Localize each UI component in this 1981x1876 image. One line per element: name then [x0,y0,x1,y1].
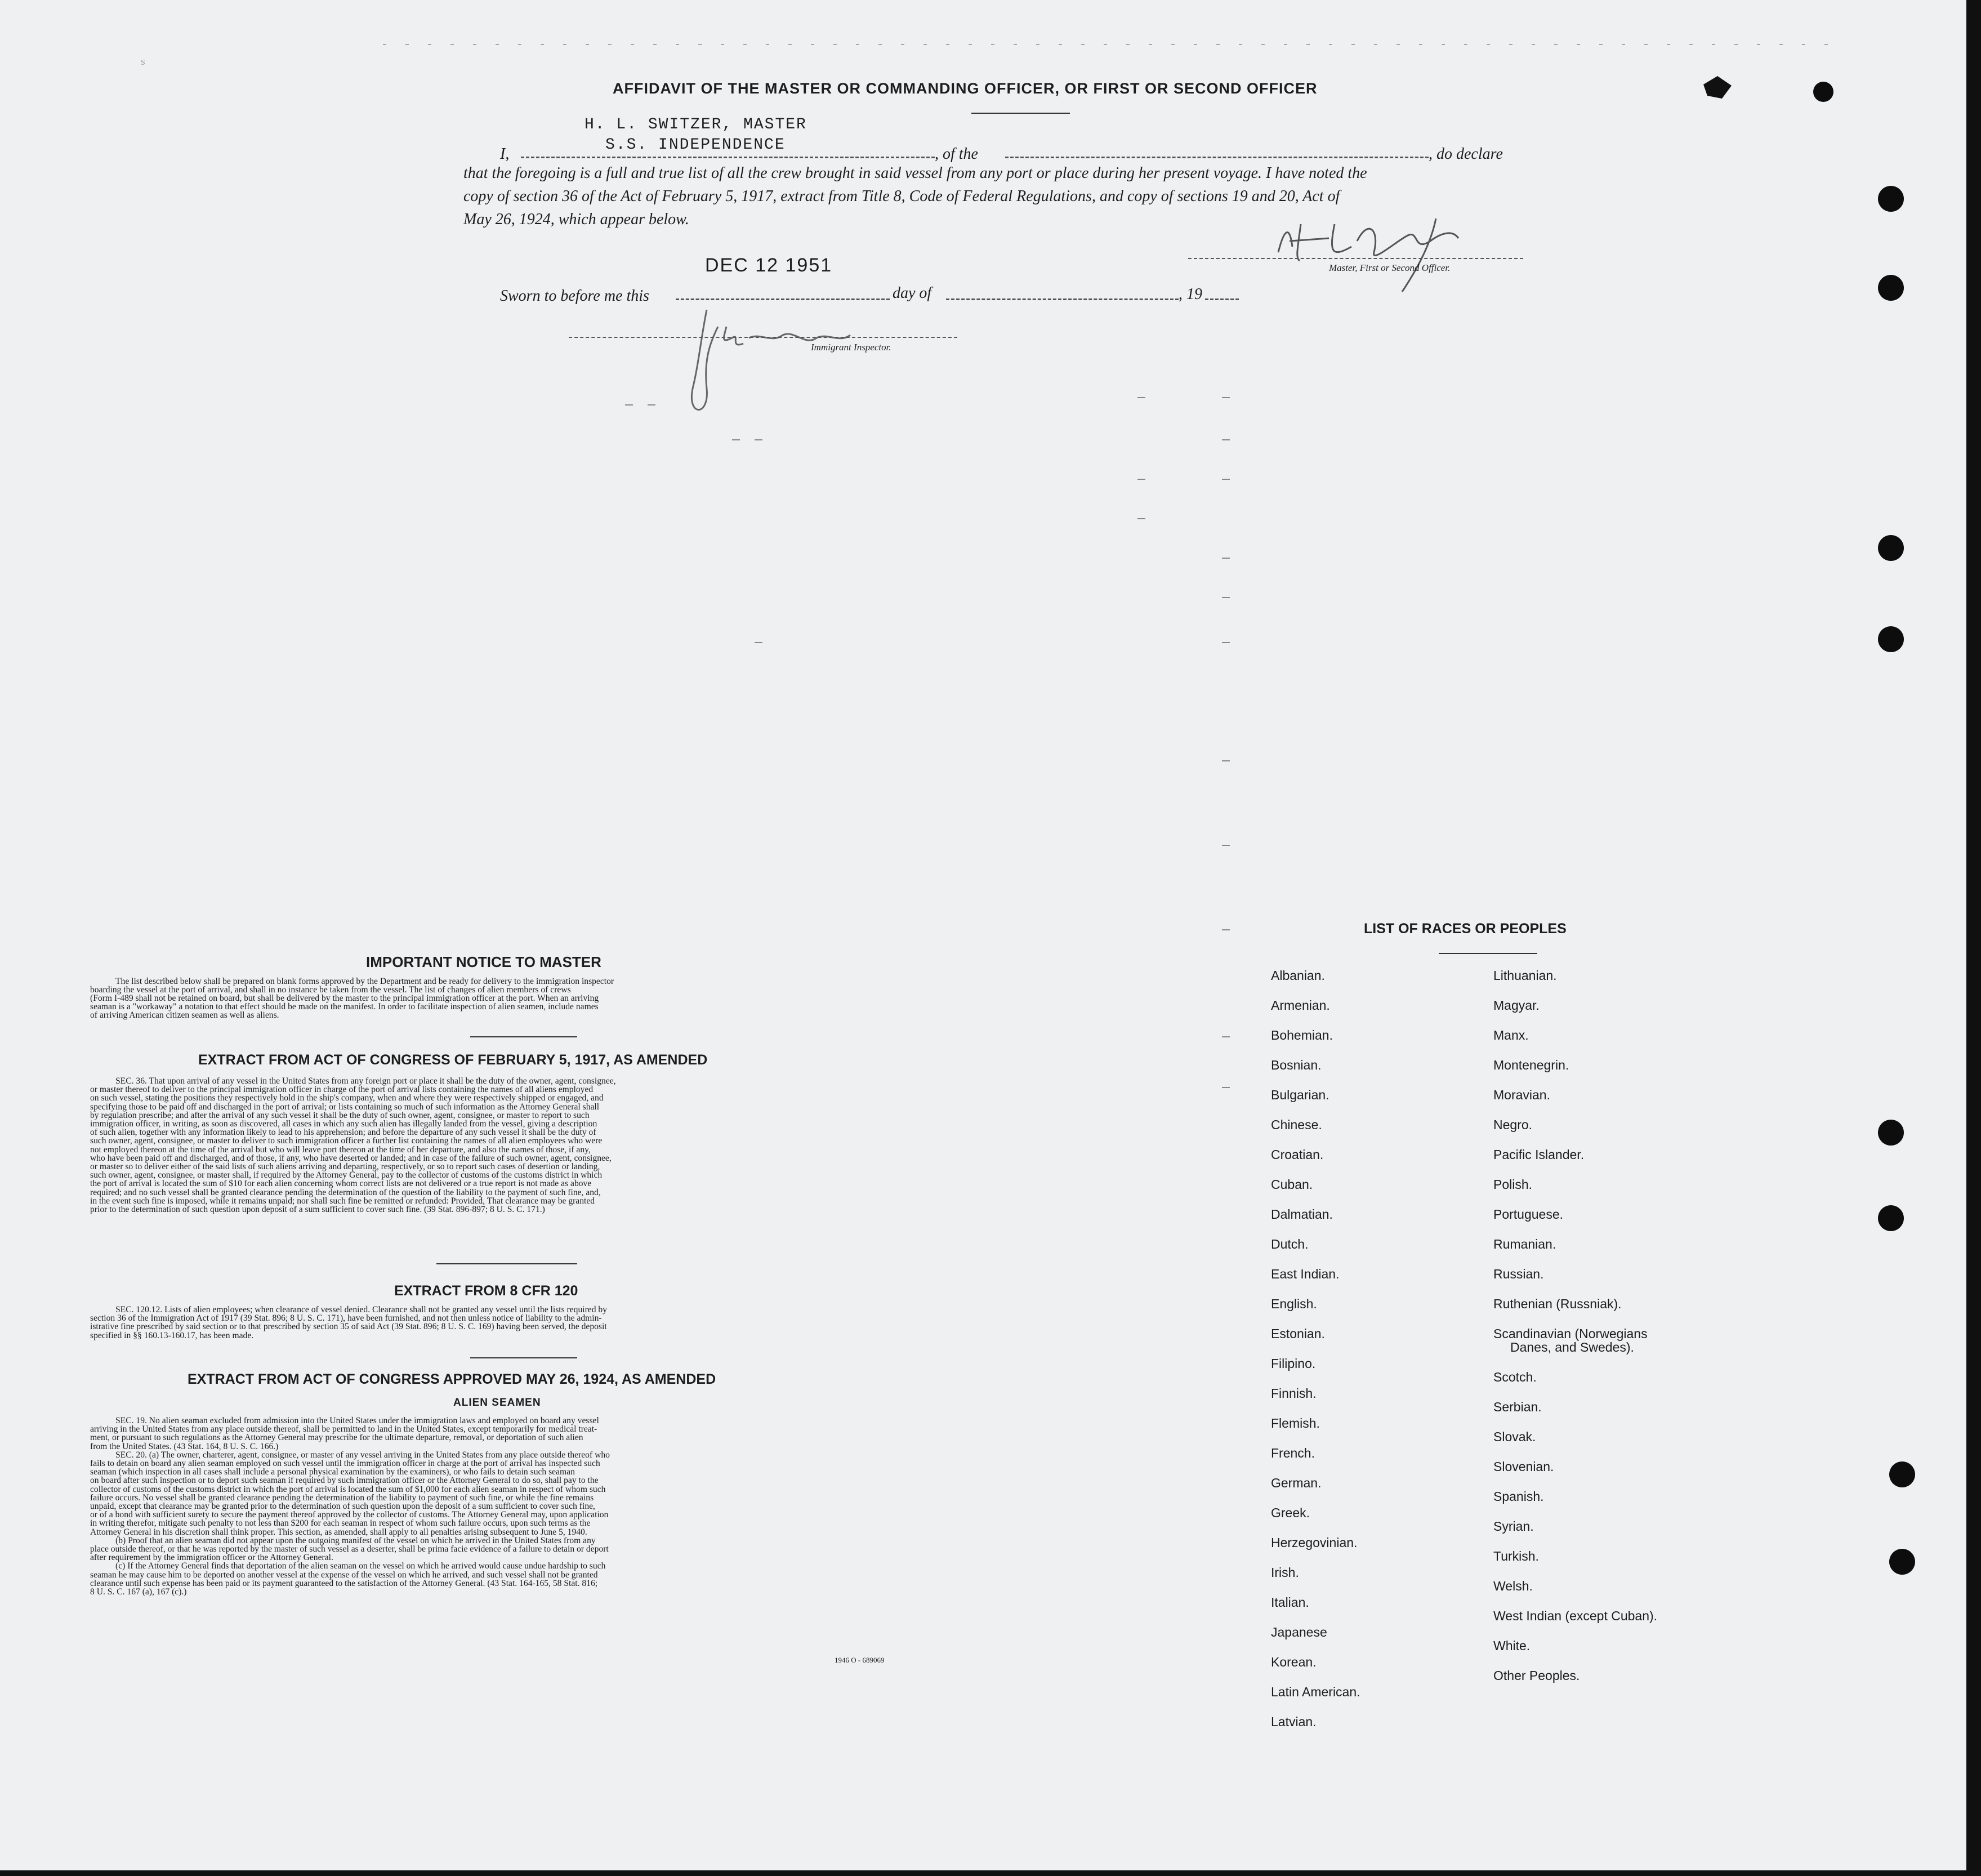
date-stamp: DEC 12 1951 [705,255,833,276]
race-item: Chinese. [1271,1117,1322,1132]
punch-hole [1878,626,1904,652]
notice-line: The list described below shall be prepared on blank forms approved by the Department and be ready for delivery to the immigration inspector [115,977,614,986]
race-item: Dutch. [1271,1237,1309,1251]
master-signature-line [1188,258,1523,259]
scan-tick [1222,1036,1230,1037]
extract1924-line: in writing therefor, mitigate such penalty to not less than $200 for each seaman in respect of whom such failure occurs, upon such terms as the [90,1518,591,1529]
race-item: Korean. [1271,1655,1317,1669]
race-item: Magyar. [1493,998,1540,1013]
notice-line: (Form I-489 shall not be retained on board, but shall be delivered by the master to the principal immigration officer at the port. When an arriving [90,993,599,1003]
punch-hole [1878,275,1904,301]
scan-tick [1222,760,1230,761]
race-item: Spanish. [1493,1489,1544,1504]
clip-mark [1701,73,1734,104]
race-item: Slovenian. [1493,1459,1554,1474]
race-item: Bosnian. [1271,1058,1322,1072]
extract1924-line: unpaid, except that clearance may be granted prior to the determination of such question upon the deposit of a sum sufficient to cover such fine, [90,1501,595,1511]
race-item: English. [1271,1296,1317,1311]
race-item: Portuguese. [1493,1207,1564,1222]
affidavit-body-line-1: that the foregoing is a full and true list of all the crew brought in said vessel from any port or place during her present voyage. I have noted the [463,164,1367,182]
scan-tick [1222,439,1230,440]
race-item: Armenian. [1271,998,1330,1013]
race-item: Dalmatian. [1271,1207,1333,1222]
sworn-prefix: Sworn to before me this [500,287,649,305]
race-item: Finnish. [1271,1386,1317,1401]
scan-tick [1222,642,1230,643]
master-name-line [521,157,935,158]
races-title: LIST OF RACES OR PEOPLES [1364,921,1567,937]
extract1917-line: prior to the determination of such question upon deposit of a sum sufficient to cover such fine. (39 Stat. 896-897; 8 U. S. C. 171.) [90,1205,545,1214]
scan-border-bottom [0,1870,1981,1876]
section-rule [470,1357,577,1358]
race-item: Danes, and Swedes). [1510,1340,1634,1354]
race-item: Scotch. [1493,1370,1537,1384]
extract1924-line: failure occurs. No vessel shall be granted clearance pending the determination of the liability to payment of such fine, or while the fine remains [90,1492,594,1503]
race-item: Turkish. [1493,1549,1539,1563]
title-rule [971,113,1070,114]
race-item: Scandinavian (Norwegians [1493,1326,1648,1341]
extract-1924-title: EXTRACT FROM ACT OF CONGRESS APPROVED MAY 26, 1924, AS AMENDED [188,1371,716,1387]
extract-1917-title: EXTRACT FROM ACT OF CONGRESS OF FEBRUARY 5, 1917, AS AMENDED [198,1052,708,1068]
typed-vessel-name: S.S. INDEPENDENCE [605,136,786,154]
race-item: Polish. [1493,1177,1533,1192]
typed-master-name: H. L. SWITZER, MASTER [585,116,807,133]
race-item: Japanese [1271,1625,1327,1639]
vessel-name-line [1005,157,1429,158]
race-item: German. [1271,1476,1322,1490]
section-rule [470,1036,577,1037]
extract8cfr-line: section 36 of the Immigration Act of 1917 (39 Stat. 896; 8 U. S. C. 171), have been furnished, and not then unless notice of liability to the admin- [90,1313,602,1324]
extract8cfr-line: specified in §§ 160.13-160.17, has been made. [90,1330,254,1340]
extract1924-line: seaman he may cause him to be deported on another vessel at the expense of the vessel on which he arrived, and such vessel shall not be granted [90,1570,598,1580]
punch-hole [1889,1549,1915,1575]
punch-hole [1878,1205,1904,1231]
extract1924-line: 8 U. S. C. 167 (a), 167 (c).) [90,1587,187,1597]
race-item: Syrian. [1493,1519,1534,1534]
race-item: Ruthenian (Russniak). [1493,1296,1622,1311]
notice-line: boarding the vessel at the port of arrival, and shall in no instance be taken from the vessel. The list of changes of alien members of crews [90,985,571,995]
race-item: French. [1271,1446,1315,1460]
extract1924-line: SEC. 19. No alien seaman excluded from admission into the United States under the immigration laws and employed on board any vessel [115,1416,599,1425]
affidavit-body-line-2: copy of section 36 of the Act of February 5, 1917, extract from Title 8, Code of Federal Regulations, and copy of sections 19 and 20, Act of [463,188,1340,205]
extract1924-line: (b) Proof that an alien seaman did not appear upon the outgoing manifest of the vessel on which he arrived in the United States from any [115,1535,596,1545]
race-item: Irish. [1271,1565,1299,1580]
punch-hole [1889,1461,1915,1487]
race-item: Bohemian. [1271,1028,1333,1042]
extract1917-line: of such alien, together with any information likely to lead to his apprehension; and before the departure of any such vessel it shall be the duty of [90,1128,596,1138]
race-item: Filipino. [1271,1356,1316,1371]
race-item: Manx. [1493,1028,1529,1042]
extract1924-line: place outside thereof, or that he was reported by the master of such vessel as a deserter, shall be prima facie evidence of a failure to detain or deport [90,1544,609,1554]
extract1917-line: who have been paid off and discharged, and of those, if any, who have deserted or landed; and in case of the failure of such owner, agent, consignee, [90,1153,612,1163]
extract1924-line: SEC. 20. (a) The owner, charterer, agent, consignee, or master of any vessel arriving in the United States from any place outside thereof who [115,1450,610,1460]
race-item: West Indian (except Cuban). [1493,1608,1658,1623]
notice-line: seaman is a "workaway" a notation to that effect should be made on the manifest. In order to facilitate inspection of alien seamen, include names [90,1002,599,1011]
master-caption: Master, First or Second Officer. [1329,262,1451,273]
scan-tick [1222,1087,1230,1088]
extract1917-line: specifying those to be paid off and discharged in the port of arrival; or lists containing so much of such information as the Attorney General shall [90,1102,600,1112]
extract1924-line: or of a bond with sufficient surety to secure the payment thereof approved by the collector of customs. The Attorney General may, upon application [90,1510,609,1520]
extract1924-line: (c) If the Attorney General finds that deportation of the alien seaman on the vessel on which he arrived would cause undue hardship to such [115,1561,606,1571]
race-item: Bulgarian. [1271,1088,1329,1102]
sworn-day-label: day of [893,284,932,302]
extract-1924-subtitle: ALIEN SEAMEN [453,1397,541,1409]
affidavit-title: AFFIDAVIT OF THE MASTER OR COMMANDING OFFICER, OR FIRST OR SECOND OFFICER [613,80,1318,97]
extract1924-line: from the United States. (43 Stat. 164, 8 U. S. C. 166.) [90,1441,279,1451]
top-edge-marks [383,44,1847,45]
race-item: Other Peoples. [1493,1668,1580,1683]
extract-8cfr-title: EXTRACT FROM 8 CFR 120 [394,1283,578,1299]
race-item: Montenegrin. [1493,1058,1569,1072]
section-rule [436,1263,577,1264]
punch-hole [1878,1120,1904,1146]
extract1924-line: fails to detain on board any alien seaman employed on such vessel until the immigration officer in charge at the port of arrival has inspected such [90,1459,600,1468]
race-item: Greek. [1271,1505,1310,1520]
affidavit-of-the: , of the [935,145,978,163]
scan-tick [625,404,633,405]
affidavit-body-line-3: May 26, 1924, which appear below. [463,211,689,228]
extract1917-line: immigration officer, in writing, as soon as discovered, all cases in which any such alien has illegally landed from the vessel, giving a description [90,1119,597,1129]
extract1924-line: collector of customs of the customs district in which the port of arrival is located the sum of $1,000 for each alien seaman in respect of whom such [90,1484,606,1494]
race-item: Pacific Islander. [1493,1147,1585,1162]
race-item: Croatian. [1271,1147,1324,1162]
extract1924-line: arriving in the United States from any place outside thereof, shall be permitted to land in the United States, except temporarily for medical treat- [90,1424,597,1434]
extract1924-line: after requirement by the immigration officer or the Attorney General. [90,1553,333,1563]
race-item: Welsh. [1493,1579,1533,1593]
scan-tick [648,404,655,405]
extract1924-line: ment, or pursuant to such regulations as the Attorney General may prescribe for the ultimate departure, removal, or deportation of such alien [90,1433,583,1443]
race-item: Lithuanian. [1493,968,1557,983]
race-item: Estonian. [1271,1326,1325,1341]
race-item: Russian. [1493,1267,1544,1281]
inspector-signature-line [569,337,957,338]
extract1924-line: seaman (which inspection in all cases shall include a personal physical examination by the examiners), or who fails to detain such seaman [90,1467,575,1477]
inspector-caption: Immigrant Inspector. [811,342,891,353]
scan-tick [1137,397,1145,398]
inspector-signature [676,304,878,431]
extract1917-line: not employed thereon at the time of the arrival but who will leave port thereon at the time of her departure, and also the names of those, if any, [90,1144,591,1155]
race-item: Flemish. [1271,1416,1320,1431]
scan-tick [1222,397,1230,398]
extract1917-line: by regulation prescribe; and after the arrival of any such vessel it shall be the duty of such owner, agent, consignee, or master to report to such [90,1110,590,1120]
race-item: Latin American. [1271,1685,1360,1699]
race-item: Latvian. [1271,1714,1317,1729]
affidavit-i: I, [500,145,510,163]
race-item: Cuban. [1271,1177,1313,1192]
extract1917-line: on such vessel, stating the positions they respectively hold in the ship's company, when and where they were respectively shipped or engaged, and [90,1093,604,1103]
scan-tick [1222,845,1230,846]
extract8cfr-line: SEC. 120.12. Lists of alien employees; when clearance of vessel denied. Clearance shall not be granted any vessel until the lists required by [115,1305,607,1314]
extract1917-line: or master so to deliver either of the said lists of such aliens arriving and departing, respectively, or so to report such cases of desertion or landing, [90,1162,600,1171]
extract1917-line: required; and no such vessel shall be granted clearance pending the determination of the question of the liability to the payment of such fine, and, [90,1187,601,1197]
race-item: Serbian. [1493,1400,1542,1414]
extract1917-line: such owner, agent, consignee, or master to deliver to such immigration officer a further list containing the names of all alien employees who were [90,1136,603,1146]
margin-mark: S [141,59,145,67]
extract1924-line: clearance until such expense has been paid or its payment guaranteed to the satisfaction of the Attorney General. (43 Stat. 164-165, 58 Stat. 816; [90,1578,598,1588]
notice-line: of arriving American citizen seamen as well as aliens. [90,1010,279,1020]
scan-tick [755,439,762,440]
extract1924-line: on board after such inspection or to deport such seaman if required by such immigration officer or the Attorney General to do so, shall pay to the [90,1476,599,1486]
scan-tick [732,439,740,440]
extract1917-line: or master thereof to deliver to the principal immigration officer in charge of the port of arrival lists containing the names of all aliens employed [90,1085,594,1095]
extract1917-line: the port of arrival is located the sum of $10 for each alien concerning whom correct lists are not delivered or a true report is not made as above [90,1179,592,1189]
scan-tick [1222,479,1230,480]
punch-hole [1878,535,1904,561]
punch-hole [1878,186,1904,212]
extract8cfr-line: istrative fine prescribed by said section or to that prescribed by section 35 of said Act (39 Stat. 896; 8 U. S. C. 169) having been served, the deposit [90,1322,607,1332]
notice-title: IMPORTANT NOTICE TO MASTER [366,953,601,970]
sworn-day-line [676,298,890,300]
scan-tick [1137,518,1145,519]
race-item: Moravian. [1493,1088,1550,1102]
race-item: White. [1493,1638,1531,1653]
extract1924-line: Attorney General in his discretion shall think proper. This section, as amended, shall apply to all penalties arising subsequent to June 5, 1940. [90,1527,587,1537]
extract1917-line: such owner, agent, consignee, or master shall, if required by the Attorney General, pay to the collector of customs of the customs district in which [90,1170,603,1180]
scan-tick [1222,929,1230,930]
race-item: Italian. [1271,1595,1309,1610]
race-item: Slovak. [1493,1429,1536,1444]
races-title-rule [1439,953,1537,954]
race-item: Albanian. [1271,968,1325,983]
master-signature [1267,207,1503,300]
affidavit-declare: , do declare [1429,145,1503,163]
race-item: Negro. [1493,1117,1533,1132]
scan-tick [1222,597,1230,598]
extract1917-line: in the event such fine is imposed, while it remains unpaid; nor shall such fine be remitted or refunded: Provided, That clearance may be granted [90,1196,595,1206]
extract1917-line: SEC. 36. That upon arrival of any vessel in the United States from any foreign port or place it shall be the duty of the owner, agent, consignee, [115,1076,616,1086]
sworn-year-label: , 19 [1179,286,1202,303]
print-code: 1946 O - 689069 [835,1656,885,1664]
race-item: East Indian. [1271,1267,1340,1281]
scan-tick [1137,479,1145,480]
sworn-month-line [946,298,1179,300]
race-item: Rumanian. [1493,1237,1556,1251]
race-item: Herzegovinian. [1271,1535,1358,1550]
scan-tick [1222,558,1230,559]
punch-hole [1813,82,1833,102]
sworn-year-line [1205,298,1239,300]
scan-border-right [1966,0,1981,1876]
scan-tick [755,642,762,643]
